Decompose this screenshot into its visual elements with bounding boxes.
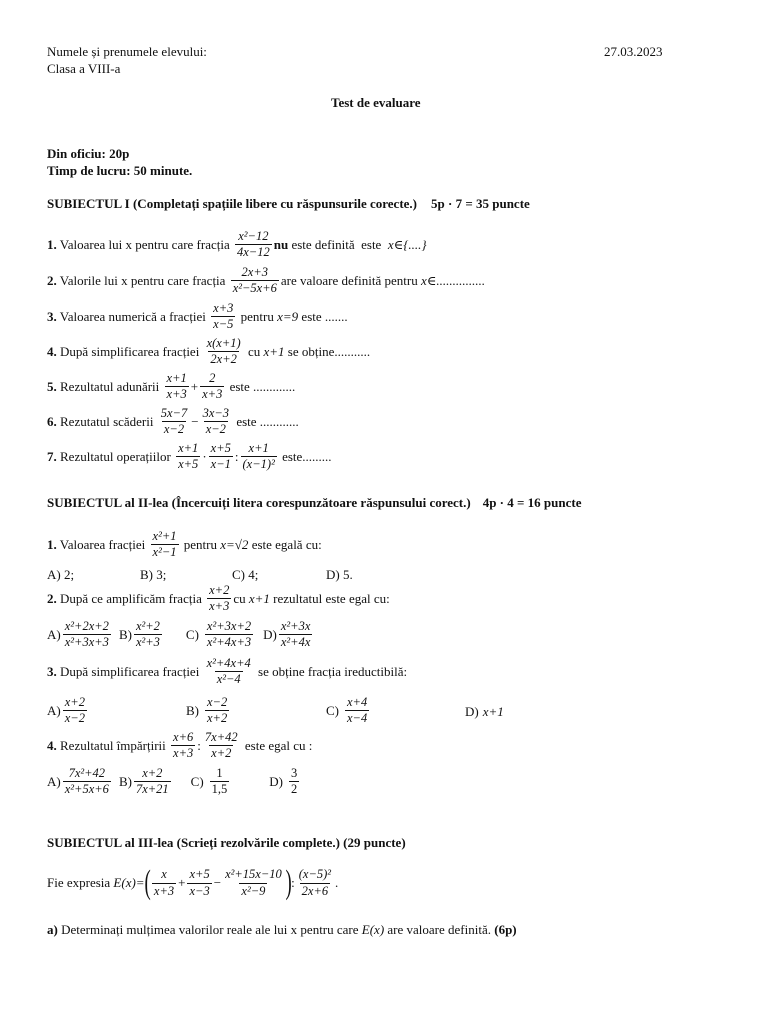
- fraction: $\frac{x-2}{x+2}$: [207, 695, 228, 726]
- class-label: Clasa a VIII-a: [47, 61, 121, 76]
- s2-q1-option-a[interactable]: A) 2;: [47, 567, 75, 582]
- fraction: $\frac{\text{x²+1}}{\text{x²−1}}$: [152, 529, 177, 560]
- fraction: $\frac{x+1}{x+3}$: [166, 371, 187, 402]
- s2-q2-option-d[interactable]: D) $\frac{\text{x²+3x}}{\text{x²+4x}}$: [263, 619, 311, 650]
- fraction: $\frac{x+3}{x-5}$: [213, 301, 234, 332]
- fraction: $\frac{2}{x+3}$: [202, 371, 223, 402]
- fraction: $\frac{\text{x²+2}}{\text{x²+3}}$: [135, 619, 160, 650]
- work-time: Timp de lucru: 50 minute.: [47, 163, 193, 178]
- s2-q2-option-c[interactable]: C) $\frac{\text{x²+3x+2}}{\text{x²+4x+3}}$: [185, 619, 252, 650]
- s3-expression: Fie expresia E(x)= ( $\frac{x}{x+3}$ + $\frac{x+5}{x-3}$ − $\frac{\text{x²+15x−10}}{\text{x²−9}}$ ) : $\frac{\text{(x−5)²}}{2x+6}$ .: [47, 864, 339, 901]
- test-date: 27.03.2023: [604, 44, 663, 59]
- s1-item-3: 3. Valoarea numerică a fracției $\frac{x+3}{x-5}$ pentru x=9 este .......: [47, 301, 348, 332]
- fraction: $\frac{1}{1,5}$: [211, 766, 228, 797]
- fraction: $\frac{x+5}{x-3}$: [189, 867, 210, 898]
- left-paren: (: [144, 864, 151, 901]
- s2-q4-option-d[interactable]: D) $\frac{3}{2}$: [269, 766, 298, 797]
- s1-item-2: 2. Valorile lui x pentru care fracția $\frac{2x+3}{\text{x²−5x+6}}$ are valoare definită pentru x∈...............: [47, 265, 486, 296]
- s2-q3-option-b[interactable]: B) $\frac{x-2}{x+2}$: [186, 695, 228, 726]
- subject2-heading: SUBIECTUL al II-lea (Încercuiți litera corespunzătoare răspunsului corect.) 4p · 4 = 16 puncte: [47, 495, 582, 510]
- s3-task-a: a) Determinați mulțimea valorilor reale ale lui x pentru care E(x) are valoare definită. (6p): [47, 922, 517, 937]
- fraction: $\frac{x+5}{x-1}$: [210, 441, 231, 472]
- fraction: $\frac{\text{x²+3x}}{\text{x²+4x}}$: [280, 619, 311, 650]
- fraction: $\frac{x}{x+3}$: [153, 867, 175, 898]
- s2-q4-option-c[interactable]: C) $\frac{1}{1,5}$: [190, 766, 228, 797]
- fraction: $\frac{2x+3}{\text{x²−5x+6}}$: [232, 265, 277, 296]
- fraction: $\frac{x+6}{x+3}$: [173, 730, 194, 761]
- subject1-heading: SUBIECTUL I (Completați spațiile libere cu răspunsurile corecte.) 5p · 7 = 35 puncte: [47, 196, 530, 211]
- fraction: $\frac{\text{(x−5)²}}{2x+6}$: [298, 867, 332, 898]
- s1-item-5: 5. Rezultatul adunării $\frac{x+1}{x+3}$ + $\frac{2}{x+3}$ este .............: [47, 371, 296, 402]
- fraction: $\frac{\text{7x²+42}}{\text{x²+5x+6}}$: [64, 766, 109, 797]
- fraction: $\frac{\text{x²+4x+4}}{\text{x²−4}}$: [206, 656, 251, 687]
- default-points: Din oficiu: 20p: [47, 146, 130, 161]
- fraction: $\frac{x+2}{7x+21}$: [135, 766, 169, 797]
- s1-item-6: 6. Rezutatul scăderii $\frac{5x-7}{x-2}$ − $\frac{3x-3}{x-2}$ este ............: [47, 406, 299, 437]
- fraction: $\frac{\text{x²+3x+2}}{\text{x²+4x+3}}$: [206, 619, 252, 650]
- subject3-heading: SUBIECTUL al III-lea (Scrieți rezolvările complete.) (29 puncte): [47, 835, 406, 850]
- s2-q4-options: [47, 767, 301, 796]
- s2-q3-option-d[interactable]: D) x+1: [465, 704, 504, 719]
- fraction: $\frac{x+4}{x-4}$: [347, 695, 368, 726]
- s2-q1: 1. Valoarea fracției $\frac{\text{x²+1}}{\text{x²−1}}$ pentru x=√2 este egală cu:: [47, 529, 322, 560]
- fraction: $\frac{3x-3}{x-2}$: [202, 406, 230, 437]
- s2-q4-option-a[interactable]: A) $\frac{\text{7x²+42}}{\text{x²+5x+6}}$: [47, 766, 109, 797]
- fraction: $\frac{x+2}{x+3}$: [209, 583, 230, 614]
- fraction: $\frac{3}{2}$: [291, 766, 298, 797]
- fraction: $\frac{x+1}{\text{(x−1)²}}$: [242, 441, 275, 472]
- s2-q3-option-a[interactable]: A) $\frac{x+2}{x-2}$: [47, 695, 85, 726]
- fraction: $\frac{\text{x²+15x−10}}{\text{x²−9}}$: [225, 867, 282, 898]
- s2-q2-option-a[interactable]: A) $\frac{\text{x²+2x+2}}{\text{x²+3x+3}}$: [47, 619, 109, 650]
- s2-q3-option-c[interactable]: C) $\frac{x+4}{x-4}$: [326, 695, 368, 726]
- s2-q3: 3. După simplificarea fracției $\frac{\text{x²+4x+4}}{\text{x²−4}}$ se obține fracția ireductibilă:: [47, 656, 408, 687]
- fraction: $\frac{x+2}{x-2}$: [64, 695, 85, 726]
- page-title: Test de evaluare: [331, 95, 421, 110]
- right-paren: ): [285, 864, 292, 901]
- student-name-label: Numele și prenumele elevului:: [47, 44, 207, 59]
- s2-q1-option-d[interactable]: D) 5.: [326, 567, 353, 582]
- fraction: $\frac{x(x+1)}{2x+2}$: [206, 336, 241, 367]
- answer-blank: x∈{....}: [387, 236, 427, 252]
- fraction: $\frac{5x-7}{x-2}$: [160, 406, 188, 437]
- s2-q2-option-b[interactable]: B) $\frac{\text{x²+2}}{\text{x²+3}}$: [118, 619, 160, 650]
- s2-q2: 2. După ce amplificăm fracția $\frac{x+2}{x+3}$ cu x+1 rezultatul este egal cu:: [47, 583, 390, 614]
- fraction: $\frac{7x+42}{x+2}$: [204, 730, 238, 761]
- task-a-points: (6p): [494, 922, 517, 937]
- s1-item-4: 4. După simplificarea fracției $\frac{x(x+1)}{2x+2}$ cu x+1 se obține...........: [47, 336, 371, 367]
- s2-q1-option-c[interactable]: C) 4;: [232, 567, 259, 582]
- subject1-points: 5p · 7 = 35 puncte: [431, 196, 530, 211]
- s2-q1-option-b[interactable]: B) 3;: [140, 567, 167, 582]
- subject2-points: 4p · 4 = 16 puncte: [482, 495, 582, 510]
- s2-q4-option-b[interactable]: B) $\frac{x+2}{7x+21}$: [118, 766, 169, 797]
- fraction: $\frac{\text{x²−12}}{4x-12}$: [237, 229, 270, 260]
- s2-q2-options: [47, 620, 314, 649]
- fraction: $\frac{x+1}{x+5}$: [178, 441, 199, 472]
- s1-item-7: 7. Rezultatul operațiilor $\frac{x+1}{x+5}$ · $\frac{x+5}{x-1}$ : $\frac{x+1}{\text{(x−1)²}}$ este.........: [47, 441, 332, 472]
- answer-blank: x∈...............: [420, 272, 486, 288]
- fraction: $\frac{\text{x²+2x+2}}{\text{x²+3x+3}}$: [64, 619, 109, 650]
- s1-item-1: 1. Valoarea lui x pentru care fracția $\frac{\text{x²−12}}{4x-12}$ nu este definită este x∈{....}: [47, 229, 427, 260]
- s2-q4: 4. Rezultatul împărțirii $\frac{x+6}{x+3}$ : $\frac{7x+42}{x+2}$ este egal cu :: [47, 730, 313, 761]
